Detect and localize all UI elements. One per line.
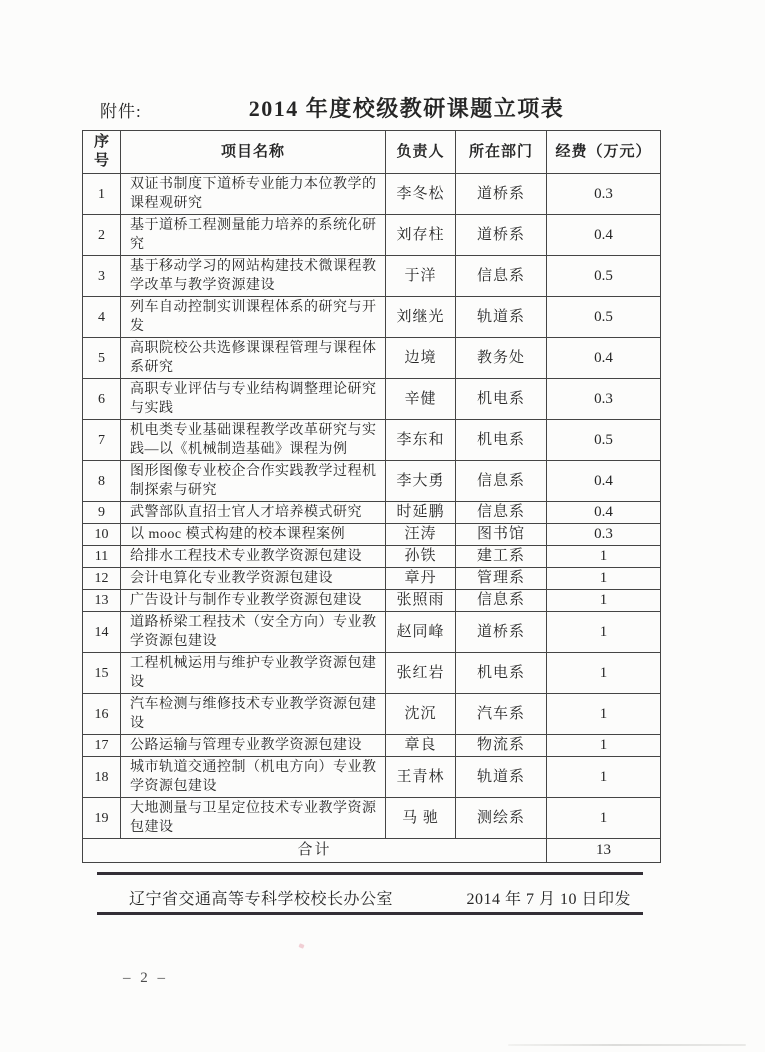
cell-leader: 李东和 xyxy=(386,420,456,461)
cell-department: 机电系 xyxy=(456,420,547,461)
cell-index: 18 xyxy=(83,757,121,798)
cell-index: 12 xyxy=(83,568,121,590)
cell-index: 3 xyxy=(83,256,121,297)
cell-leader: 马 驰 xyxy=(386,798,456,839)
footer-rule-bottom xyxy=(97,912,643,915)
cell-project-name: 高职院校公共选修课课程管理与课程体系研究 xyxy=(121,338,386,379)
cell-department: 汽车系 xyxy=(456,694,547,735)
cell-department: 道桥系 xyxy=(456,174,547,215)
cell-funding: 1 xyxy=(547,612,661,653)
cell-funding: 0.3 xyxy=(547,524,661,546)
cell-department: 机电系 xyxy=(456,379,547,420)
page-title: 2014 年度校级教研课题立项表 xyxy=(248,96,565,121)
issuing-office: 辽宁省交通高等专科学校校长办公室 xyxy=(129,890,394,908)
cell-index: 19 xyxy=(83,798,121,839)
cell-department: 图书馆 xyxy=(456,524,547,546)
cell-index: 2 xyxy=(83,215,121,256)
cell-project-name: 机电类专业基础课程教学改革研究与实践—以《机械制造基础》课程为例 xyxy=(121,420,386,461)
cell-department: 物流系 xyxy=(456,735,547,757)
cell-project-name: 高职专业评估与专业结构调整理论研究与实践 xyxy=(121,379,386,420)
table-row xyxy=(83,420,661,461)
cell-funding: 1 xyxy=(547,568,661,590)
issue-date: 2014 年 7 月 10 日印发 xyxy=(466,890,631,908)
table-row xyxy=(83,735,661,757)
scan-artifact-speck xyxy=(298,943,304,949)
cell-leader: 沈沉 xyxy=(386,694,456,735)
header-index: 序号 xyxy=(83,131,121,174)
cell-project-name: 列车自动控制实训课程体系的研究与开发 xyxy=(121,297,386,338)
table-row xyxy=(83,546,661,568)
cell-project-name: 广告设计与制作专业教学资源包建设 xyxy=(121,590,386,612)
cell-leader: 李冬松 xyxy=(386,174,456,215)
cell-leader: 刘继光 xyxy=(386,297,456,338)
table-row xyxy=(83,590,661,612)
cell-funding: 0.5 xyxy=(547,297,661,338)
cell-department: 信息系 xyxy=(456,590,547,612)
cell-leader: 赵同峰 xyxy=(386,612,456,653)
cell-leader: 章良 xyxy=(386,735,456,757)
scan-artifact-smudge xyxy=(508,1044,746,1046)
header-department: 所在部门 xyxy=(456,131,547,174)
cell-funding: 0.4 xyxy=(547,215,661,256)
cell-project-name: 基于移动学习的网站构建技术微课程教学改革与教学资源建设 xyxy=(121,256,386,297)
cell-department: 信息系 xyxy=(456,256,547,297)
cell-funding: 1 xyxy=(547,590,661,612)
cell-project-name: 会计电算化专业教学资源包建设 xyxy=(121,568,386,590)
cell-project-name: 图形图像专业校企合作实践教学过程机制探索与研究 xyxy=(121,461,386,502)
cell-department: 信息系 xyxy=(456,461,547,502)
cell-project-name: 道路桥梁工程技术（安全方向）专业教学资源包建设 xyxy=(121,612,386,653)
cell-project-name: 给排水工程技术专业教学资源包建设 xyxy=(121,546,386,568)
cell-funding: 0.5 xyxy=(547,256,661,297)
header-leader: 负责人 xyxy=(386,131,456,174)
cell-index: 17 xyxy=(83,735,121,757)
table-row xyxy=(83,694,661,735)
cell-project-name: 武警部队直招士官人才培养模式研究 xyxy=(121,502,386,524)
cell-leader: 汪涛 xyxy=(386,524,456,546)
project-table-body xyxy=(83,174,661,839)
table-row xyxy=(83,502,661,524)
page-number: – 2 – xyxy=(123,970,168,986)
cell-leader: 孙铁 xyxy=(386,546,456,568)
cell-funding: 1 xyxy=(547,757,661,798)
table-row xyxy=(83,612,661,653)
cell-project-name: 双证书制度下道桥专业能力本位教学的课程观研究 xyxy=(121,174,386,215)
table-row xyxy=(83,174,661,215)
table-row xyxy=(83,461,661,502)
cell-leader: 时延鹏 xyxy=(386,502,456,524)
cell-index: 16 xyxy=(83,694,121,735)
cell-funding: 1 xyxy=(547,653,661,694)
table-row xyxy=(83,524,661,546)
cell-department: 信息系 xyxy=(456,502,547,524)
table-header-row xyxy=(83,131,661,174)
cell-department: 道桥系 xyxy=(456,612,547,653)
cell-project-name: 汽车检测与维修技术专业教学资源包建设 xyxy=(121,694,386,735)
imprint-line xyxy=(97,882,643,912)
cell-leader: 于洋 xyxy=(386,256,456,297)
cell-funding: 1 xyxy=(547,546,661,568)
cell-leader: 李大勇 xyxy=(386,461,456,502)
table-row xyxy=(83,297,661,338)
table-row xyxy=(83,215,661,256)
cell-department: 机电系 xyxy=(456,653,547,694)
cell-index: 8 xyxy=(83,461,121,502)
cell-department: 管理系 xyxy=(456,568,547,590)
cell-index: 9 xyxy=(83,502,121,524)
table-row xyxy=(83,379,661,420)
cell-leader: 刘存柱 xyxy=(386,215,456,256)
cell-index: 7 xyxy=(83,420,121,461)
table-row xyxy=(83,757,661,798)
cell-project-name: 工程机械运用与维护专业教学资源包建设 xyxy=(121,653,386,694)
cell-leader: 王青林 xyxy=(386,757,456,798)
cell-index: 11 xyxy=(83,546,121,568)
cell-department: 轨道系 xyxy=(456,297,547,338)
table-row xyxy=(83,338,661,379)
cell-leader: 边境 xyxy=(386,338,456,379)
cell-index: 13 xyxy=(83,590,121,612)
cell-funding: 0.3 xyxy=(547,174,661,215)
total-value: 13 xyxy=(547,839,661,863)
cell-funding: 1 xyxy=(547,735,661,757)
cell-project-name: 基于道桥工程测量能力培养的系统化研究 xyxy=(121,215,386,256)
cell-index: 6 xyxy=(83,379,121,420)
header-funding: 经费（万元） xyxy=(547,131,661,174)
cell-project-name: 大地测量与卫星定位技术专业教学资源包建设 xyxy=(121,798,386,839)
cell-project-name: 城市轨道交通控制（机电方向）专业教学资源包建设 xyxy=(121,757,386,798)
cell-project-name: 以 mooc 模式构建的校本课程案例 xyxy=(121,524,386,546)
table-row xyxy=(83,256,661,297)
table-row xyxy=(83,653,661,694)
cell-leader: 张红岩 xyxy=(386,653,456,694)
cell-index: 1 xyxy=(83,174,121,215)
cell-index: 15 xyxy=(83,653,121,694)
cell-funding: 0.5 xyxy=(547,420,661,461)
cell-index: 14 xyxy=(83,612,121,653)
cell-index: 4 xyxy=(83,297,121,338)
cell-funding: 0.3 xyxy=(547,379,661,420)
header-project-name: 项目名称 xyxy=(121,131,386,174)
project-approval-table xyxy=(82,130,661,863)
cell-funding: 0.4 xyxy=(547,461,661,502)
total-row xyxy=(83,839,661,863)
table-row xyxy=(83,568,661,590)
table-row xyxy=(83,798,661,839)
cell-department: 教务处 xyxy=(456,338,547,379)
cell-department: 道桥系 xyxy=(456,215,547,256)
attachment-label: 附件: xyxy=(100,102,142,121)
cell-department: 轨道系 xyxy=(456,757,547,798)
cell-project-name: 公路运输与管理专业教学资源包建设 xyxy=(121,735,386,757)
footer-rule-top xyxy=(97,872,643,875)
cell-funding: 1 xyxy=(547,694,661,735)
cell-leader: 章丹 xyxy=(386,568,456,590)
cell-funding: 1 xyxy=(547,798,661,839)
cell-department: 建工系 xyxy=(456,546,547,568)
cell-index: 10 xyxy=(83,524,121,546)
cell-funding: 0.4 xyxy=(547,502,661,524)
cell-leader: 张照雨 xyxy=(386,590,456,612)
cell-index: 5 xyxy=(83,338,121,379)
cell-department: 测绘系 xyxy=(456,798,547,839)
cell-funding: 0.4 xyxy=(547,338,661,379)
cell-leader: 辛健 xyxy=(386,379,456,420)
total-label: 合计 xyxy=(83,839,547,863)
